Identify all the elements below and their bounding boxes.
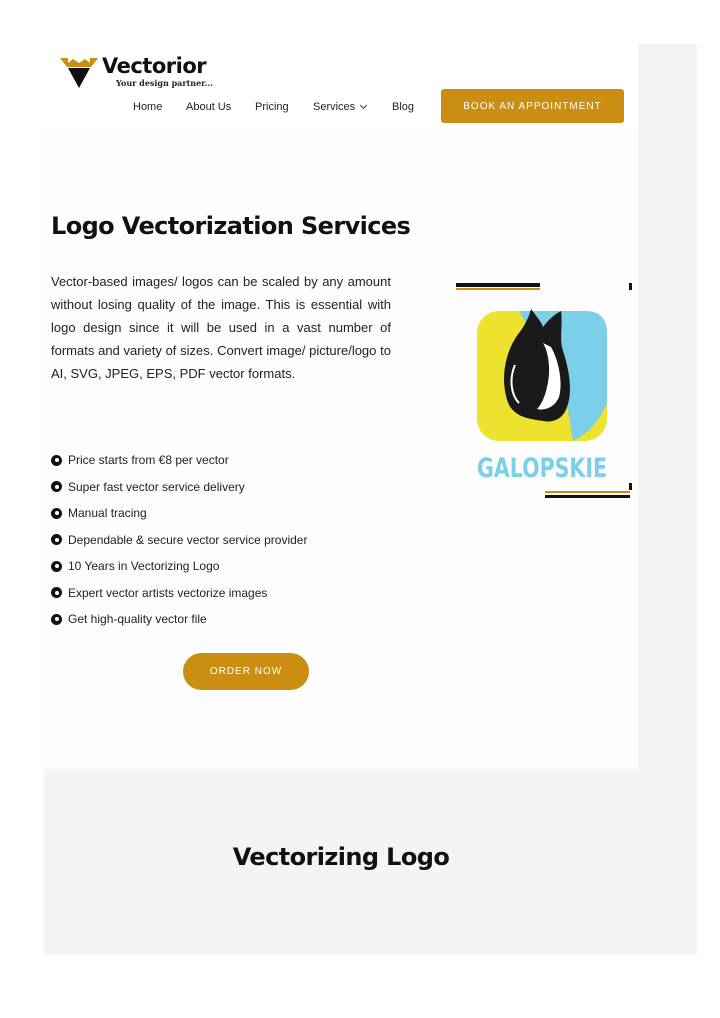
sample-bar-top-dark [456,283,540,287]
feature-text: 10 Years in Vectorizing Logo [68,559,220,574]
nav-services-label: Services [313,101,356,113]
bullet-icon [51,481,62,492]
brand-logo[interactable] [60,55,213,89]
feature-text: Dependable & secure vector service provider [68,532,308,547]
hero-description: Vector-based images/ logos can be scaled by any amount without losing quality of the image. This is essential with logo design since it will be used in a vast number of formats and variety of sizes. Convert image/ picture/logo to AI, SVG, JPEG, EPS, PDF vector formats. [51,274,391,381]
sample-bar-top-gold [456,288,540,290]
right-gray-panel [638,44,697,769]
bullet-icon [51,587,62,598]
sample-logo-text: GALOPSKIE [477,453,607,484]
chevron-down-icon [360,102,367,109]
feature-item [51,474,307,501]
brand-text [102,55,213,88]
feature-item [51,553,307,580]
sample-bar-bottom-gold [545,491,630,493]
feature-list [51,447,307,633]
bullet-icon [51,561,62,572]
feature-text: Price starts from €8 per vector [68,453,229,468]
bullet-icon [51,508,62,519]
crown-v-logo-icon [60,55,98,89]
nav-home[interactable]: Home [133,101,163,113]
sample-bar-top-right [629,283,632,290]
feature-text: Manual tracing [68,506,147,521]
brand-name: Vectorior [102,54,207,78]
feature-item [51,447,307,474]
feature-text: Expert vector artists vectorize images [68,585,268,600]
feature-item [51,606,307,633]
feature-item [51,580,307,607]
nav-about-us[interactable]: About Us [186,101,232,113]
book-appointment-button[interactable]: BOOK AN APPOINTMENT [441,89,624,123]
feature-item [51,527,307,554]
bullet-icon [51,614,62,625]
feature-text: Super fast vector service delivery [68,479,245,494]
feature-text: Get high-quality vector file [68,612,207,627]
nav-pricing[interactable]: Pricing [255,101,289,113]
sample-bar-bottom-dark [545,495,630,498]
brand-tagline: Your design partner... [116,78,214,88]
section-title-vectorizing-logo: Vectorizing Logo [232,843,450,871]
bullet-icon [51,534,62,545]
nav-blog[interactable]: Blog [392,101,415,113]
feature-item [51,500,307,527]
bullet-icon [51,455,62,466]
nav-services[interactable] [313,100,366,114]
page-title: Logo Vectorization Services [51,212,411,240]
sample-bar-bottom-right [629,483,632,490]
order-now-button[interactable]: ORDER NOW [183,653,309,690]
sample-vector-logo [455,283,633,501]
